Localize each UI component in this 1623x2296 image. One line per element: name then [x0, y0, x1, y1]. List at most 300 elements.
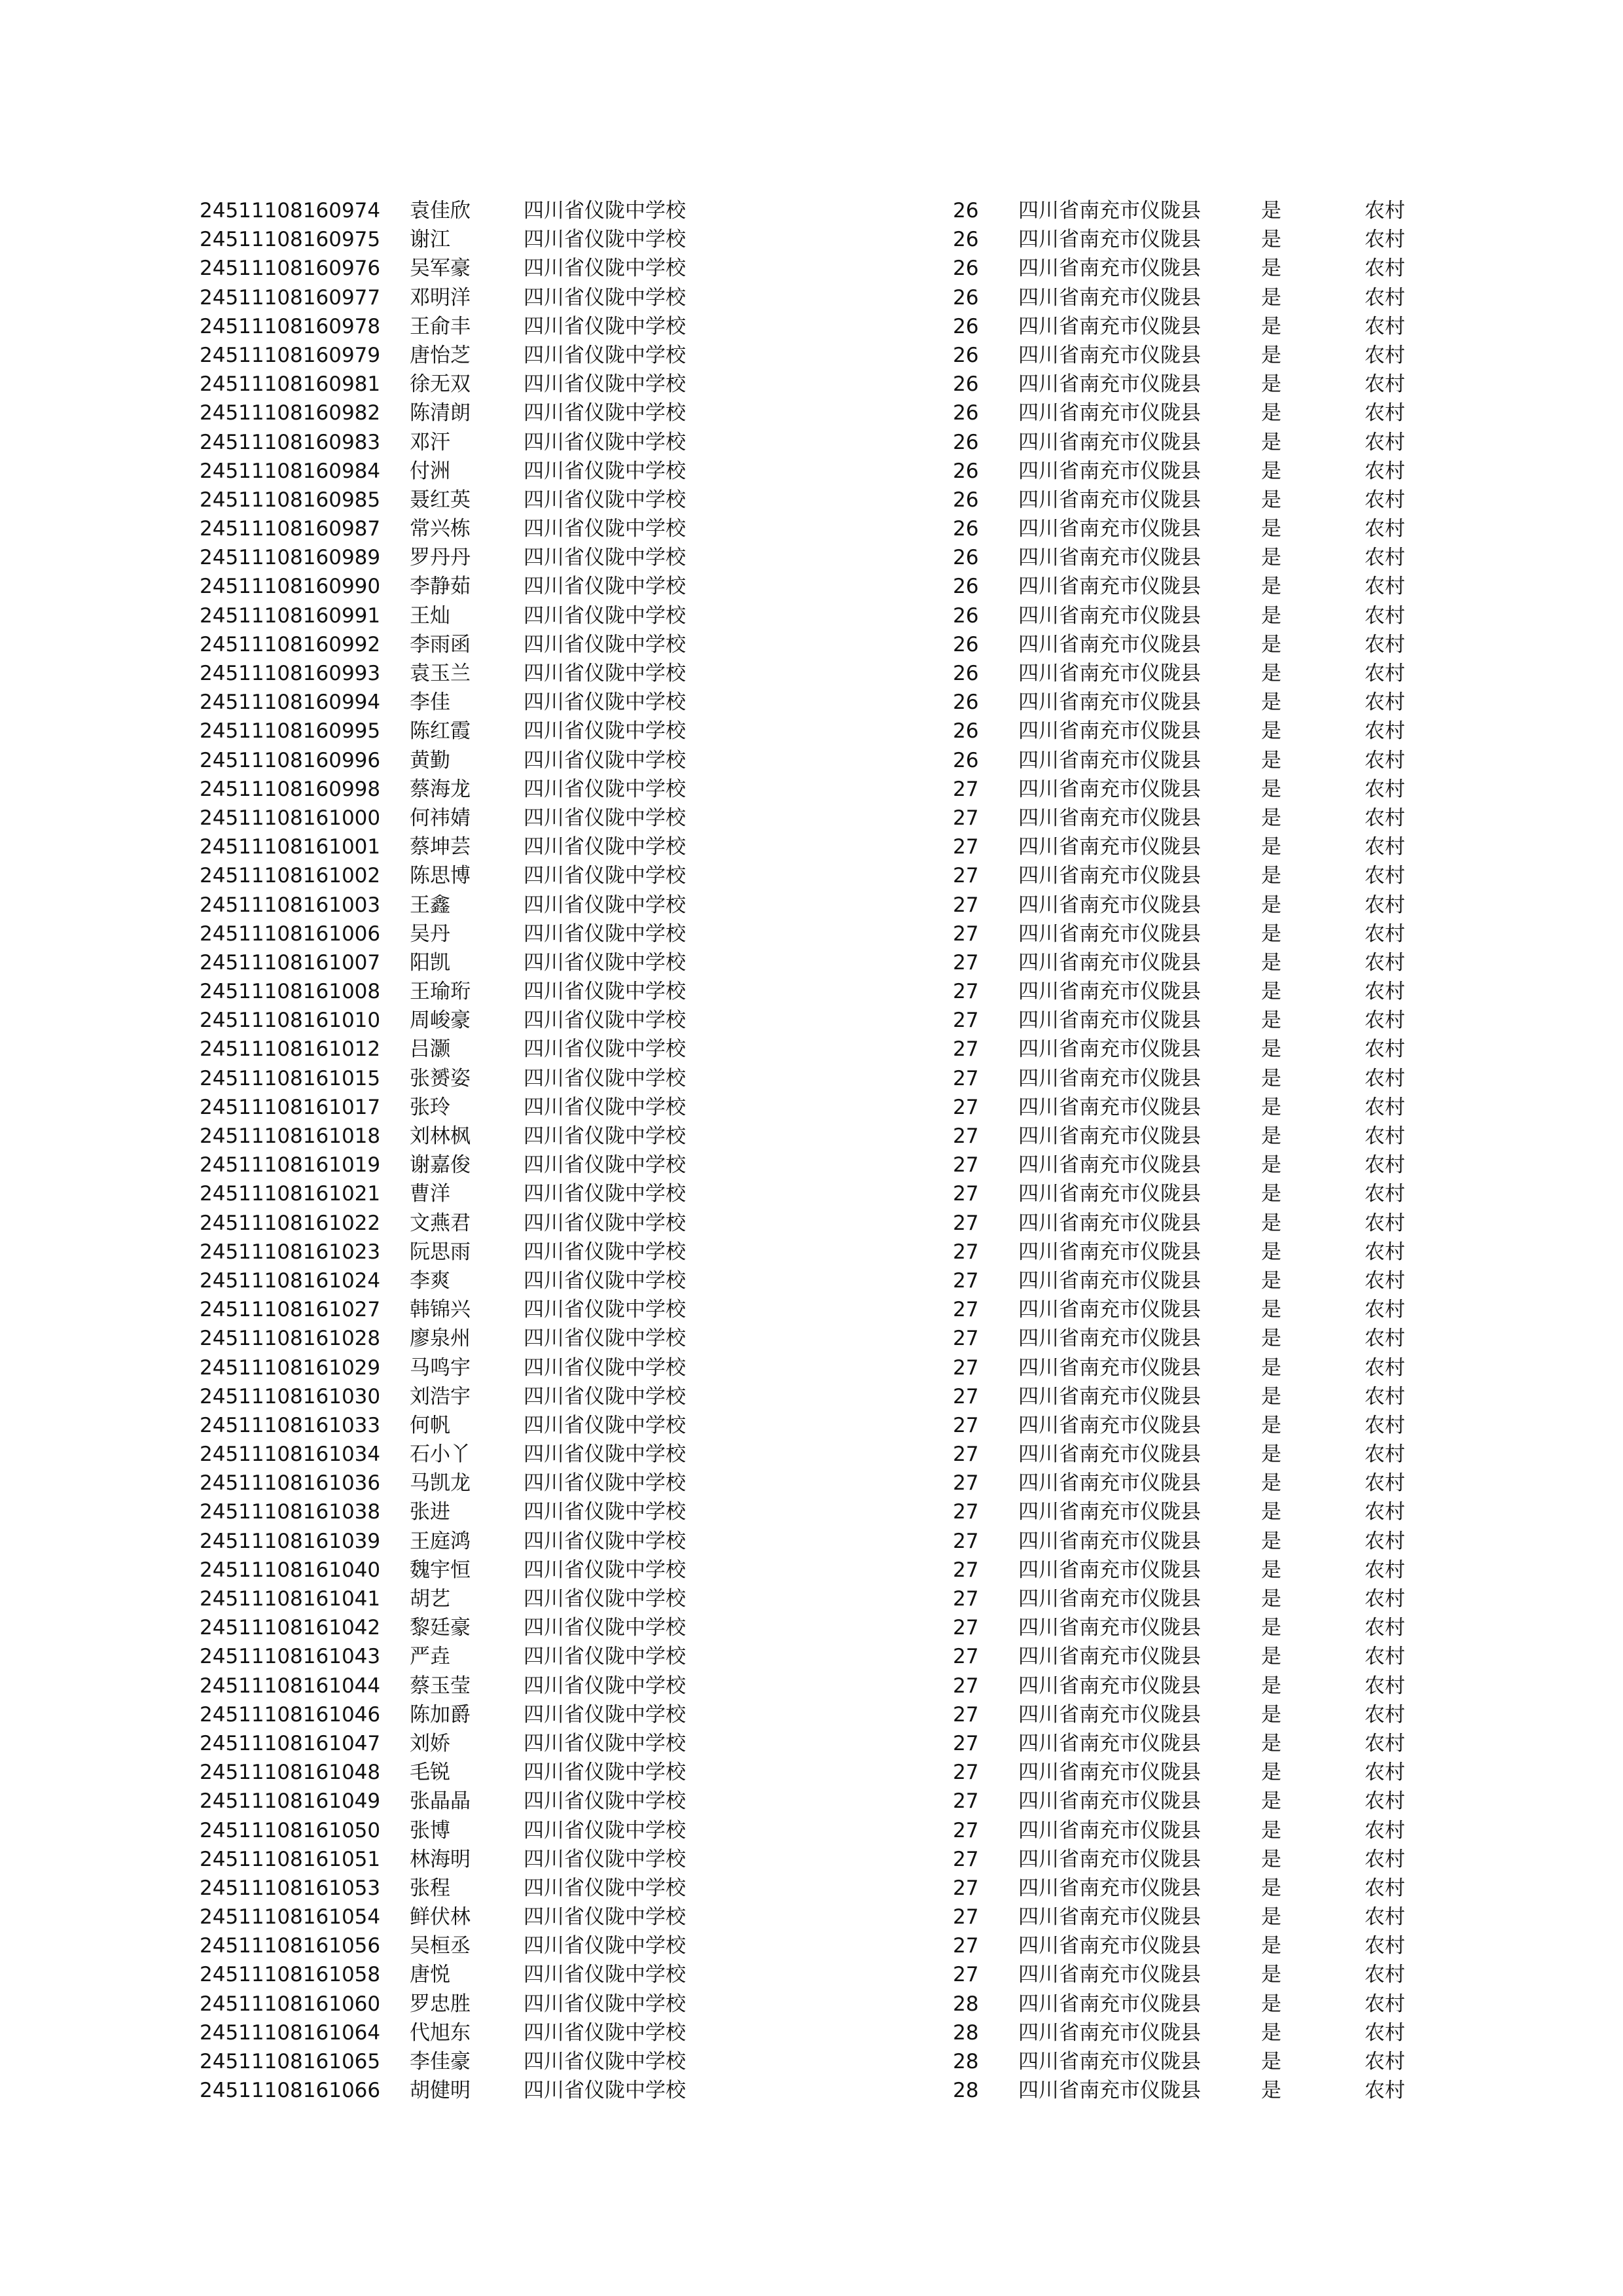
- school-cell: 四川省仪陇中学校: [524, 1905, 686, 1929]
- score-cell: 27: [953, 1298, 979, 1322]
- student-id-cell: 24511108161054: [200, 1905, 381, 1929]
- student-id-cell: 24511108161002: [200, 864, 381, 888]
- area-cell: 农村: [1364, 257, 1405, 281]
- school-cell: 四川省仪陇中学校: [524, 1674, 686, 1698]
- student-name-cell: 廖泉州: [410, 1327, 471, 1351]
- school-cell: 四川省仪陇中学校: [524, 1500, 686, 1524]
- school-cell: 四川省仪陇中学校: [524, 314, 686, 338]
- score-cell: 27: [953, 777, 979, 801]
- student-name-cell: 张程: [410, 1876, 450, 1900]
- flag-cell: 是: [1261, 1500, 1281, 1524]
- area-cell: 农村: [1364, 1818, 1405, 1842]
- school-cell: 四川省仪陇中学校: [524, 950, 686, 975]
- table-row: [0, 1035, 1623, 1064]
- region-cell: 四川省南充市仪陇县: [1018, 1124, 1201, 1148]
- area-cell: 农村: [1364, 1327, 1405, 1351]
- table-row: [0, 1440, 1623, 1469]
- flag-cell: 是: [1261, 1558, 1281, 1582]
- school-cell: 四川省仪陇中学校: [524, 1037, 686, 1062]
- region-cell: 四川省南充市仪陇县: [1018, 1963, 1201, 1987]
- area-cell: 农村: [1364, 777, 1405, 801]
- student-id-cell: 24511108161030: [200, 1384, 381, 1408]
- area-cell: 农村: [1364, 1905, 1405, 1929]
- area-cell: 农村: [1364, 1153, 1405, 1177]
- region-cell: 四川省南充市仪陇县: [1018, 1876, 1201, 1900]
- school-cell: 四川省仪陇中学校: [524, 1558, 686, 1582]
- school-cell: 四川省仪陇中学校: [524, 1731, 686, 1755]
- student-name-cell: 刘娇: [410, 1731, 450, 1755]
- flag-cell: 是: [1261, 1847, 1281, 1871]
- area-cell: 农村: [1364, 1876, 1405, 1900]
- score-cell: 27: [953, 980, 979, 1004]
- area-cell: 农村: [1364, 1500, 1405, 1524]
- table-row: [0, 1845, 1623, 1874]
- area-cell: 农村: [1364, 459, 1405, 483]
- flag-cell: 是: [1261, 199, 1281, 223]
- school-cell: 四川省仪陇中学校: [524, 1384, 686, 1408]
- table-row: [0, 1295, 1623, 1324]
- student-id-cell: 24511108161018: [200, 1124, 381, 1148]
- region-cell: 四川省南充市仪陇县: [1018, 343, 1201, 367]
- school-cell: 四川省仪陇中学校: [524, 1702, 686, 1727]
- flag-cell: 是: [1261, 1182, 1281, 1206]
- school-cell: 四川省仪陇中学校: [524, 372, 686, 397]
- student-name-cell: 周峻豪: [410, 1009, 471, 1033]
- score-cell: 28: [953, 2050, 979, 2073]
- school-cell: 四川省仪陇中学校: [524, 603, 686, 628]
- region-cell: 四川省南充市仪陇县: [1018, 488, 1201, 512]
- area-cell: 农村: [1364, 1761, 1405, 1785]
- flag-cell: 是: [1261, 864, 1281, 888]
- score-cell: 27: [953, 1443, 979, 1467]
- student-name-cell: 陈清朗: [410, 401, 471, 425]
- student-id-cell: 24511108161036: [200, 1471, 381, 1496]
- table-row: [0, 1238, 1623, 1266]
- flag-cell: 是: [1261, 603, 1281, 628]
- school-cell: 四川省仪陇中学校: [524, 1182, 686, 1206]
- school-cell: 四川省仪陇中学校: [524, 691, 686, 715]
- student-name-cell: 常兴栋: [410, 517, 471, 541]
- school-cell: 四川省仪陇中学校: [524, 285, 686, 310]
- flag-cell: 是: [1261, 748, 1281, 772]
- score-cell: 26: [953, 285, 979, 310]
- flag-cell: 是: [1261, 314, 1281, 338]
- student-id-cell: 24511108161027: [200, 1298, 381, 1322]
- school-cell: 四川省仪陇中学校: [524, 864, 686, 888]
- region-cell: 四川省南充市仪陇县: [1018, 1731, 1201, 1755]
- student-id-cell: 24511108160975: [200, 228, 381, 252]
- school-cell: 四川省仪陇中学校: [524, 1327, 686, 1351]
- student-id-cell: 24511108161047: [200, 1731, 381, 1755]
- region-cell: 四川省南充市仪陇县: [1018, 1211, 1201, 1235]
- area-cell: 农村: [1364, 893, 1405, 917]
- region-cell: 四川省南充市仪陇县: [1018, 1443, 1201, 1467]
- school-cell: 四川省仪陇中学校: [524, 1529, 686, 1553]
- school-cell: 四川省仪陇中学校: [524, 1268, 686, 1293]
- table-row: [0, 1613, 1623, 1642]
- area-cell: 农村: [1364, 1529, 1405, 1553]
- score-cell: 27: [953, 1529, 979, 1553]
- table-row: [0, 1700, 1623, 1729]
- table-row: [0, 746, 1623, 775]
- table-row: [0, 341, 1623, 370]
- table-row: [0, 1758, 1623, 1787]
- score-cell: 26: [953, 228, 979, 252]
- region-cell: 四川省南充市仪陇县: [1018, 1355, 1201, 1380]
- region-cell: 四川省南充市仪陇县: [1018, 806, 1201, 830]
- student-name-cell: 吴桓丞: [410, 1934, 471, 1958]
- flag-cell: 是: [1261, 1240, 1281, 1264]
- region-cell: 四川省南充市仪陇县: [1018, 2050, 1201, 2073]
- flag-cell: 是: [1261, 1268, 1281, 1293]
- flag-cell: 是: [1261, 285, 1281, 310]
- area-cell: 农村: [1364, 517, 1405, 541]
- student-id-cell: 24511108160977: [200, 285, 381, 310]
- table-row: [0, 1006, 1623, 1035]
- region-cell: 四川省南充市仪陇县: [1018, 719, 1201, 744]
- flag-cell: 是: [1261, 1037, 1281, 1062]
- area-cell: 农村: [1364, 980, 1405, 1004]
- area-cell: 农村: [1364, 575, 1405, 599]
- flag-cell: 是: [1261, 343, 1281, 367]
- school-cell: 四川省仪陇中学校: [524, 343, 686, 367]
- student-id-cell: 24511108161044: [200, 1674, 381, 1698]
- school-cell: 四川省仪陇中学校: [524, 835, 686, 859]
- score-cell: 26: [953, 575, 979, 599]
- flag-cell: 是: [1261, 632, 1281, 656]
- student-name-cell: 袁玉兰: [410, 662, 471, 685]
- score-cell: 27: [953, 1327, 979, 1351]
- region-cell: 四川省南充市仪陇县: [1018, 1240, 1201, 1264]
- region-cell: 四川省南充市仪陇县: [1018, 1037, 1201, 1062]
- student-id-cell: 24511108161010: [200, 1009, 381, 1033]
- school-cell: 四川省仪陇中学校: [524, 777, 686, 801]
- student-name-cell: 李爽: [410, 1268, 450, 1293]
- student-id-cell: 24511108160992: [200, 632, 381, 656]
- score-cell: 27: [953, 1789, 979, 1814]
- student-name-cell: 邓汗: [410, 430, 450, 454]
- table-row: [0, 977, 1623, 1006]
- student-name-cell: 陈红霞: [410, 719, 471, 744]
- area-cell: 农村: [1364, 1616, 1405, 1640]
- flag-cell: 是: [1261, 1616, 1281, 1640]
- school-cell: 四川省仪陇中学校: [524, 1066, 686, 1090]
- student-name-cell: 罗丹丹: [410, 546, 471, 570]
- table-row: [0, 2076, 1623, 2105]
- table-row: [0, 2018, 1623, 2047]
- student-name-cell: 魏宇恒: [410, 1558, 471, 1582]
- region-cell: 四川省南充市仪陇县: [1018, 372, 1201, 397]
- score-cell: 26: [953, 257, 979, 281]
- table-row: [0, 688, 1623, 717]
- school-cell: 四川省仪陇中学校: [524, 2020, 686, 2045]
- area-cell: 农村: [1364, 2079, 1405, 2103]
- area-cell: 农村: [1364, 603, 1405, 628]
- student-id-cell: 24511108160994: [200, 691, 381, 715]
- area-cell: 农村: [1364, 1847, 1405, 1871]
- region-cell: 四川省南充市仪陇县: [1018, 864, 1201, 888]
- flag-cell: 是: [1261, 1674, 1281, 1698]
- student-id-cell: 24511108160978: [200, 314, 381, 338]
- student-id-cell: 24511108161051: [200, 1847, 381, 1871]
- region-cell: 四川省南充市仪陇县: [1018, 1066, 1201, 1090]
- table-row: [0, 1874, 1623, 1903]
- table-row: [0, 861, 1623, 890]
- score-cell: 27: [953, 1413, 979, 1437]
- score-cell: 27: [953, 1384, 979, 1408]
- table-row: [0, 1266, 1623, 1295]
- table-row: [0, 1816, 1623, 1845]
- flag-cell: 是: [1261, 1124, 1281, 1148]
- flag-cell: 是: [1261, 1443, 1281, 1467]
- school-cell: 四川省仪陇中学校: [524, 1124, 686, 1148]
- region-cell: 四川省南充市仪陇县: [1018, 1384, 1201, 1408]
- flag-cell: 是: [1261, 1384, 1281, 1408]
- flag-cell: 是: [1261, 980, 1281, 1004]
- flag-cell: 是: [1261, 1761, 1281, 1785]
- table-row: [0, 1498, 1623, 1526]
- student-name-cell: 王瑜珩: [410, 980, 471, 1004]
- region-cell: 四川省南充市仪陇县: [1018, 575, 1201, 599]
- flag-cell: 是: [1261, 430, 1281, 454]
- student-id-cell: 24511108160982: [200, 401, 381, 425]
- region-cell: 四川省南充市仪陇县: [1018, 603, 1201, 628]
- school-cell: 四川省仪陇中学校: [524, 662, 686, 685]
- flag-cell: 是: [1261, 806, 1281, 830]
- region-cell: 四川省南充市仪陇县: [1018, 1992, 1201, 2016]
- school-cell: 四川省仪陇中学校: [524, 1211, 686, 1235]
- school-cell: 四川省仪陇中学校: [524, 575, 686, 599]
- region-cell: 四川省南充市仪陇县: [1018, 459, 1201, 483]
- student-name-cell: 李静茹: [410, 575, 471, 599]
- flag-cell: 是: [1261, 1934, 1281, 1958]
- student-id-cell: 24511108161034: [200, 1443, 381, 1467]
- area-cell: 农村: [1364, 1384, 1405, 1408]
- region-cell: 四川省南充市仪陇县: [1018, 430, 1201, 454]
- school-cell: 四川省仪陇中学校: [524, 1934, 686, 1958]
- student-id-cell: 24511108161021: [200, 1182, 381, 1206]
- area-cell: 农村: [1364, 864, 1405, 888]
- score-cell: 27: [953, 1211, 979, 1235]
- school-cell: 四川省仪陇中学校: [524, 632, 686, 656]
- area-cell: 农村: [1364, 1066, 1405, 1090]
- student-id-cell: 24511108161033: [200, 1413, 381, 1437]
- student-id-cell: 24511108161012: [200, 1037, 381, 1062]
- student-name-cell: 鲜伏林: [410, 1905, 471, 1929]
- area-cell: 农村: [1364, 950, 1405, 975]
- table-row: [0, 514, 1623, 543]
- student-id-cell: 24511108161003: [200, 893, 381, 917]
- school-cell: 四川省仪陇中学校: [524, 1616, 686, 1640]
- student-id-cell: 24511108160974: [200, 199, 381, 223]
- student-name-cell: 毛锐: [410, 1761, 450, 1785]
- table-row: [0, 225, 1623, 254]
- score-cell: 27: [953, 1471, 979, 1496]
- region-cell: 四川省南充市仪陇县: [1018, 1009, 1201, 1033]
- table-row: [0, 1179, 1623, 1208]
- region-cell: 四川省南充市仪陇县: [1018, 517, 1201, 541]
- student-name-cell: 陈思博: [410, 864, 471, 888]
- table-row: [0, 1064, 1623, 1093]
- table-row: [0, 572, 1623, 601]
- student-name-cell: 李佳豪: [410, 2050, 471, 2073]
- student-id-cell: 24511108161029: [200, 1355, 381, 1380]
- score-cell: 26: [953, 662, 979, 685]
- student-name-cell: 胡艺: [410, 1587, 450, 1611]
- table-row: [0, 1642, 1623, 1671]
- area-cell: 农村: [1364, 1182, 1405, 1206]
- flag-cell: 是: [1261, 835, 1281, 859]
- table-row: [0, 1787, 1623, 1816]
- student-name-cell: 邓明洋: [410, 285, 471, 310]
- table-row: [0, 630, 1623, 659]
- region-cell: 四川省南充市仪陇县: [1018, 950, 1201, 975]
- flag-cell: 是: [1261, 488, 1281, 512]
- score-cell: 27: [953, 1095, 979, 1119]
- student-name-cell: 胡健明: [410, 2079, 471, 2103]
- flag-cell: 是: [1261, 1355, 1281, 1380]
- area-cell: 农村: [1364, 1702, 1405, 1727]
- student-id-cell: 24511108161049: [200, 1789, 381, 1814]
- score-cell: 27: [953, 1009, 979, 1033]
- score-cell: 27: [953, 1558, 979, 1582]
- area-cell: 农村: [1364, 835, 1405, 859]
- student-name-cell: 阮思雨: [410, 1240, 471, 1264]
- flag-cell: 是: [1261, 1731, 1281, 1755]
- area-cell: 农村: [1364, 1355, 1405, 1380]
- score-cell: 27: [953, 1731, 979, 1755]
- region-cell: 四川省南充市仪陇县: [1018, 1471, 1201, 1496]
- school-cell: 四川省仪陇中学校: [524, 748, 686, 772]
- area-cell: 农村: [1364, 1298, 1405, 1322]
- region-cell: 四川省南充市仪陇县: [1018, 1298, 1201, 1322]
- student-name-cell: 蔡海龙: [410, 777, 471, 801]
- table-row: [0, 1122, 1623, 1151]
- score-cell: 27: [953, 1182, 979, 1206]
- area-cell: 农村: [1364, 430, 1405, 454]
- table-row: [0, 1324, 1623, 1353]
- student-name-cell: 蔡玉莹: [410, 1674, 471, 1698]
- score-cell: 27: [953, 1761, 979, 1785]
- student-name-cell: 张博: [410, 1818, 450, 1842]
- region-cell: 四川省南充市仪陇县: [1018, 1153, 1201, 1177]
- school-cell: 四川省仪陇中学校: [524, 2050, 686, 2073]
- score-cell: 27: [953, 950, 979, 975]
- student-name-cell: 韩锦兴: [410, 1298, 471, 1322]
- student-id-cell: 24511108160996: [200, 748, 381, 772]
- student-id-cell: 24511108161017: [200, 1095, 381, 1119]
- student-id-cell: 24511108161066: [200, 2079, 381, 2103]
- school-cell: 四川省仪陇中学校: [524, 1818, 686, 1842]
- region-cell: 四川省南充市仪陇县: [1018, 835, 1201, 859]
- table-row: [0, 196, 1623, 225]
- score-cell: 27: [953, 893, 979, 917]
- student-id-cell: 24511108161048: [200, 1761, 381, 1785]
- area-cell: 农村: [1364, 199, 1405, 223]
- student-name-cell: 阳凯: [410, 950, 450, 975]
- school-cell: 四川省仪陇中学校: [524, 1761, 686, 1785]
- table-row: [0, 1903, 1623, 1931]
- student-id-cell: 24511108161040: [200, 1558, 381, 1582]
- score-cell: 26: [953, 372, 979, 397]
- area-cell: 农村: [1364, 1731, 1405, 1755]
- student-name-cell: 刘浩宇: [410, 1384, 471, 1408]
- area-cell: 农村: [1364, 922, 1405, 946]
- table-row: [0, 457, 1623, 486]
- student-id-cell: 24511108161058: [200, 1963, 381, 1987]
- table-row: [0, 804, 1623, 833]
- student-name-cell: 王鑫: [410, 893, 450, 917]
- region-cell: 四川省南充市仪陇县: [1018, 1500, 1201, 1524]
- table-row: [0, 1093, 1623, 1122]
- score-cell: 26: [953, 632, 979, 656]
- area-cell: 农村: [1364, 488, 1405, 512]
- student-id-cell: 24511108160990: [200, 575, 381, 599]
- flag-cell: 是: [1261, 1009, 1281, 1033]
- flag-cell: 是: [1261, 1327, 1281, 1351]
- region-cell: 四川省南充市仪陇县: [1018, 893, 1201, 917]
- flag-cell: 是: [1261, 1211, 1281, 1235]
- flag-cell: 是: [1261, 1153, 1281, 1177]
- score-cell: 26: [953, 430, 979, 454]
- student-id-cell: 24511108160984: [200, 459, 381, 483]
- school-cell: 四川省仪陇中学校: [524, 806, 686, 830]
- region-cell: 四川省南充市仪陇县: [1018, 1818, 1201, 1842]
- area-cell: 农村: [1364, 632, 1405, 656]
- flag-cell: 是: [1261, 2020, 1281, 2045]
- region-cell: 四川省南充市仪陇县: [1018, 777, 1201, 801]
- table-row: [0, 283, 1623, 312]
- student-id-cell: 24511108160998: [200, 777, 381, 801]
- region-cell: 四川省南充市仪陇县: [1018, 199, 1201, 223]
- region-cell: 四川省南充市仪陇县: [1018, 1645, 1201, 1669]
- area-cell: 农村: [1364, 1645, 1405, 1669]
- score-cell: 27: [953, 922, 979, 946]
- area-cell: 农村: [1364, 1558, 1405, 1582]
- flag-cell: 是: [1261, 2050, 1281, 2073]
- flag-cell: 是: [1261, 546, 1281, 570]
- student-id-cell: 24511108160976: [200, 257, 381, 281]
- student-name-cell: 陈加爵: [410, 1702, 471, 1727]
- school-cell: 四川省仪陇中学校: [524, 1009, 686, 1033]
- student-id-cell: 24511108161023: [200, 1240, 381, 1264]
- area-cell: 农村: [1364, 285, 1405, 310]
- flag-cell: 是: [1261, 1789, 1281, 1814]
- flag-cell: 是: [1261, 517, 1281, 541]
- area-cell: 农村: [1364, 1037, 1405, 1062]
- student-id-cell: 24511108161022: [200, 1211, 381, 1235]
- score-cell: 28: [953, 2079, 979, 2103]
- student-id-cell: 24511108161039: [200, 1529, 381, 1553]
- table-row: [0, 2047, 1623, 2076]
- area-cell: 农村: [1364, 2020, 1405, 2045]
- student-name-cell: 张进: [410, 1500, 450, 1524]
- area-cell: 农村: [1364, 1674, 1405, 1698]
- flag-cell: 是: [1261, 1066, 1281, 1090]
- score-cell: 27: [953, 1037, 979, 1062]
- region-cell: 四川省南充市仪陇县: [1018, 401, 1201, 425]
- area-cell: 农村: [1364, 228, 1405, 252]
- student-name-cell: 吕灏: [410, 1037, 450, 1062]
- flag-cell: 是: [1261, 777, 1281, 801]
- school-cell: 四川省仪陇中学校: [524, 1645, 686, 1669]
- score-cell: 26: [953, 314, 979, 338]
- student-id-cell: 24511108161008: [200, 980, 381, 1004]
- score-cell: 27: [953, 1066, 979, 1090]
- school-cell: 四川省仪陇中学校: [524, 517, 686, 541]
- student-id-cell: 24511108161006: [200, 922, 381, 946]
- student-name-cell: 刘林枫: [410, 1124, 471, 1148]
